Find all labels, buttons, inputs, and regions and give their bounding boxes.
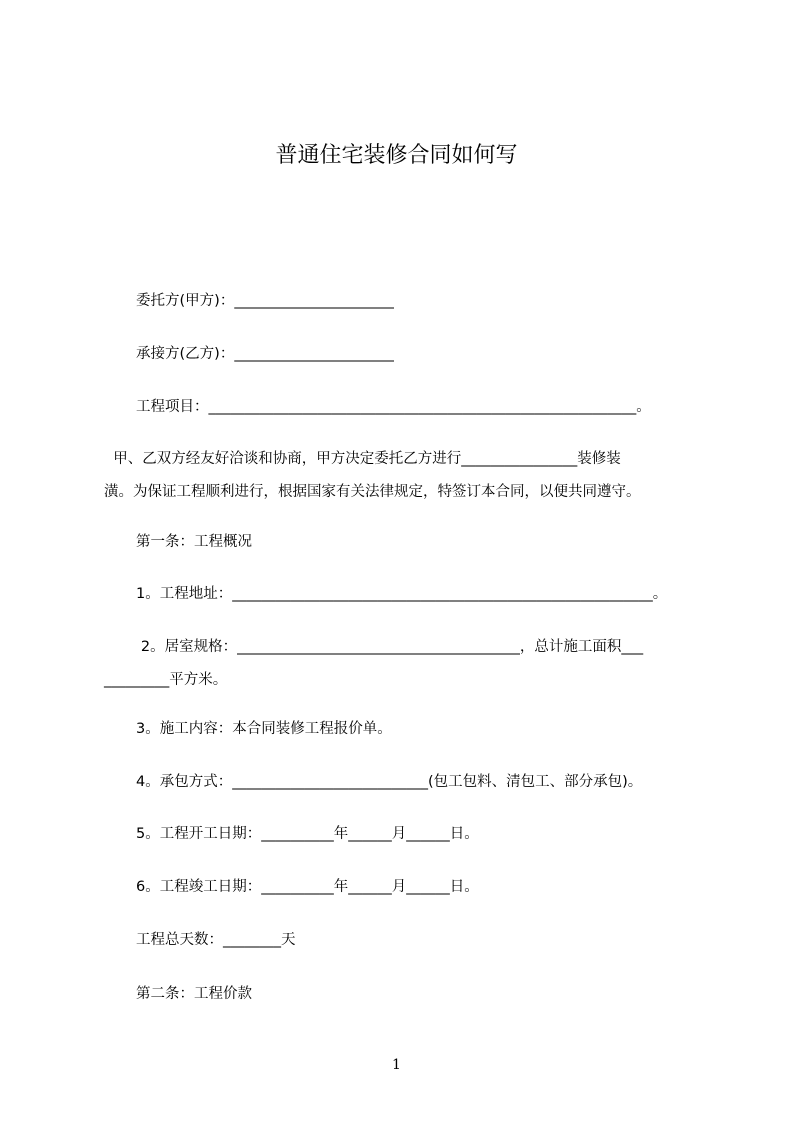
article-1-heading: 第一条：工程概况 (136, 534, 252, 550)
project-field: 工程项目：___________________________________________________________。 (136, 399, 651, 415)
item-3-content: 3。施工内容：本合同装修工程报价单。 (136, 721, 392, 737)
intro-paragraph (104, 443, 704, 509)
party-a-field: 委托方(甲方)：______________________ (136, 293, 394, 309)
item-4-contract-mode: 4。承包方式：___________________________(包工包料、清包工、部分承包)。 (136, 774, 643, 790)
item-6-end-date: 6。工程竣工日期：__________年______月______日。 (136, 879, 479, 895)
page-number: 1 (392, 1057, 401, 1073)
total-days-field: 工程总天数：________天 (136, 932, 296, 948)
item-5-start-date: 5。工程开工日期：__________年______月______日。 (136, 826, 479, 842)
item-1-address: 1。工程地址：__________________________________________________________。 (136, 586, 668, 602)
party-b-field: 承接方(乙方)：______________________ (136, 346, 394, 362)
intro-line-1: 甲、乙双方经友好洽谈和协商，甲方决定委托乙方进行________________装修装 (104, 451, 621, 467)
document-title: 普通住宅装修合同如何写 (275, 143, 518, 168)
intro-line-2: 潢。为保证工程顺利进行，根据国家有关法律规定，特签订本合同，以便共同遵守。 (104, 484, 641, 500)
item-2-line-2: _________平方米。 (104, 672, 228, 688)
article-2-heading: 第二条：工程价款 (136, 986, 252, 1002)
item-2-paragraph (104, 631, 704, 697)
item-2-line-1: 2。居室规格：_______________________________________，总计施工面积___ (104, 639, 644, 655)
